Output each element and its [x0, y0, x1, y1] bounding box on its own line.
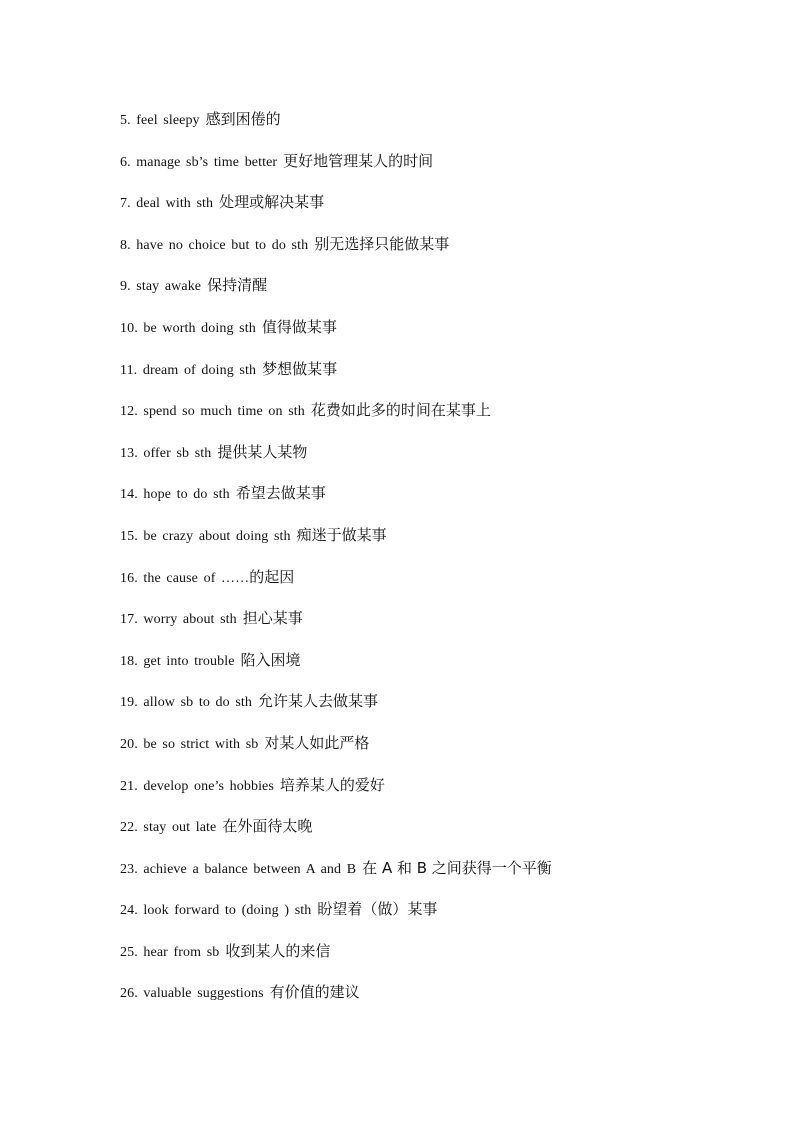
phrase-chinese: 对某人如此严格 — [264, 733, 370, 752]
phrase-chinese: 处理或解决某事 — [219, 193, 325, 212]
phrase-item — [120, 108, 760, 150]
phrase-item — [120, 566, 760, 608]
phrase-english: 22. stay out late — [120, 820, 217, 836]
phrase-item — [120, 274, 760, 316]
phrase-english: 7. deal with sth — [120, 196, 214, 212]
phrase-chinese: 在外面待太晚 — [222, 817, 313, 836]
phrase-chinese: 盼望着（做）某事 — [317, 900, 438, 919]
phrase-item — [120, 898, 760, 940]
phrase-english: 5. feel sleepy — [120, 113, 200, 128]
phrase-english: 12. spend so much time on sth — [120, 404, 305, 420]
phrase-chinese: 梦想做某事 — [262, 359, 338, 378]
phrase-english: 18. get into trouble — [120, 653, 235, 669]
phrase-english: 11. dream of doing sth — [120, 362, 257, 378]
phrase-chinese: 陷入困境 — [240, 650, 301, 669]
phrase-chinese: 希望去做某事 — [235, 484, 326, 503]
phrase-chinese: 担心某事 — [242, 609, 303, 628]
phrase-chinese: 花费如此多的时间在某事上 — [310, 401, 491, 420]
phrase-item — [120, 940, 760, 982]
phrase-chinese: 培养某人的爱好 — [279, 775, 385, 794]
phrase-chinese: 有价值的建议 — [269, 983, 360, 1002]
phrase-chinese: 提供某人某物 — [217, 442, 308, 461]
phrase-english: 21. develop one’s hobbies — [120, 778, 274, 794]
phrase-item — [120, 981, 760, 1023]
phrase-english: 16. the cause of …… — [120, 570, 250, 586]
phrase-english: 26. valuable suggestions — [120, 986, 264, 1002]
phrase-english: 14. hope to do sth — [120, 487, 230, 503]
phrase-item — [120, 482, 760, 524]
phrase-english: 20. be so strict with sb — [120, 736, 259, 752]
phrase-item — [120, 399, 760, 441]
phrase-english: 13. offer sb sth — [120, 445, 212, 461]
phrase-english: 15. be crazy about doing sth — [120, 528, 291, 544]
phrase-english: 17. worry about sth — [120, 612, 237, 628]
phrase-english: 25. hear from sb — [120, 944, 220, 960]
phrase-item — [120, 524, 760, 566]
phrase-chinese: 收到某人的来信 — [225, 941, 331, 960]
phrase-item — [120, 150, 760, 192]
phrase-english: 10. be worth doing sth — [120, 320, 256, 336]
phrase-english: 23. achieve a balance between A and B — [120, 861, 357, 877]
phrase-list — [120, 108, 760, 1023]
phrase-chinese: 别无选择只能做某事 — [314, 234, 450, 253]
phrase-item — [120, 815, 760, 857]
phrase-chinese: 值得做某事 — [261, 317, 337, 336]
phrase-item — [120, 649, 760, 691]
phrase-item — [120, 690, 760, 732]
phrase-english: 6. manage sb’s time better — [120, 154, 278, 170]
phrase-chinese: 痴迷于做某事 — [296, 525, 387, 544]
phrase-item — [120, 358, 760, 400]
phrase-item — [120, 774, 760, 816]
phrase-item — [120, 191, 760, 233]
phrase-item — [120, 732, 760, 774]
phrase-chinese: 在 A 和 B 之间获得一个平衡 — [362, 858, 552, 877]
phrase-item — [120, 233, 760, 275]
phrase-item — [120, 316, 760, 358]
phrase-chinese: 允许某人去做某事 — [257, 692, 378, 711]
phrase-item — [120, 607, 760, 649]
phrase-english: 8. have no choice but to do sth — [120, 237, 309, 253]
phrase-chinese: 感到困倦的 — [205, 110, 281, 128]
phrase-chinese: 的起因 — [249, 567, 295, 586]
phrase-english: 19. allow sb to do sth — [120, 695, 252, 711]
phrase-item — [120, 441, 760, 483]
phrase-item — [120, 857, 760, 899]
phrase-chinese: 更好地管理某人的时间 — [283, 151, 434, 170]
phrase-chinese: 保持清醒 — [207, 276, 268, 295]
phrase-english: 24. look forward to (doing ) sth — [120, 903, 312, 919]
phrase-english: 9. stay awake — [120, 279, 202, 295]
